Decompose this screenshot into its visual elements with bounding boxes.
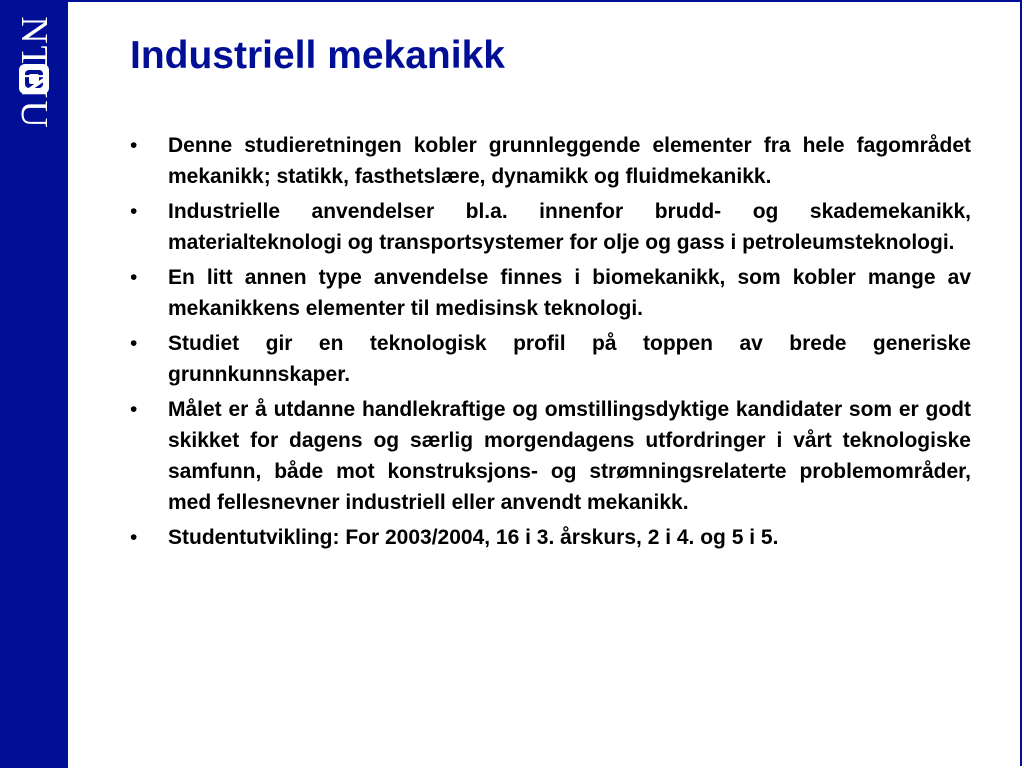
bullet-dot-icon: • bbox=[130, 134, 138, 157]
bullet-dot-icon: • bbox=[130, 526, 138, 549]
bullet-item bbox=[130, 130, 971, 192]
bullet-text: Industrielle anvendelser bl.a. innenfor brudd- og skademekanikk, materialteknologi og transportsystemer for olje og gass i petroleumsteknologi. bbox=[168, 200, 971, 254]
bullet-text: Målet er å utdanne handlekraftige og omstillingsdyktige kandidater som er godt skikket for dagens og særlig morgendagens utfordringer i vårt teknologiske samfunn, både mot konstruksjons- og strømningsrelaterte problemområder, med fellesnevner industriell eller anvendt mekanikk. bbox=[168, 398, 971, 514]
bullet-item bbox=[130, 522, 971, 553]
ntnu-wordmark bbox=[12, 16, 56, 242]
brand-sidebar bbox=[0, 0, 68, 768]
bullet-item bbox=[130, 394, 971, 518]
bullet-list bbox=[130, 130, 971, 557]
bullet-dot-icon: • bbox=[130, 398, 138, 421]
bullet-dot-icon: • bbox=[130, 266, 138, 289]
bullet-text: Studiet gir en teknologisk profil på toppen av brede generiske grunnkunnskaper. bbox=[168, 332, 971, 386]
bullet-item bbox=[130, 196, 971, 258]
bullet-item bbox=[130, 328, 971, 390]
bullet-text: Denne studieretningen kobler grunnleggende elementer fra hele fagområdet mekanikk; statikk, fasthetslære, dynamikk og fluidmekanikk. bbox=[168, 134, 971, 188]
bullet-item bbox=[130, 262, 971, 324]
bullet-text: Studentutvikling: For 2003/2004, 16 i 3. årskurs, 2 i 4. og 5 i 5. bbox=[168, 526, 779, 549]
slide-title: Industriell mekanikk bbox=[130, 34, 505, 77]
bullet-dot-icon: • bbox=[130, 200, 138, 223]
svg-text:NTNU: NTNU bbox=[13, 16, 55, 130]
bullet-dot-icon: • bbox=[130, 332, 138, 355]
bullet-text: En litt annen type anvendelse finnes i biomekanikk, som kobler mange av mekanikkens elementer til medisinsk teknologi. bbox=[168, 266, 971, 320]
